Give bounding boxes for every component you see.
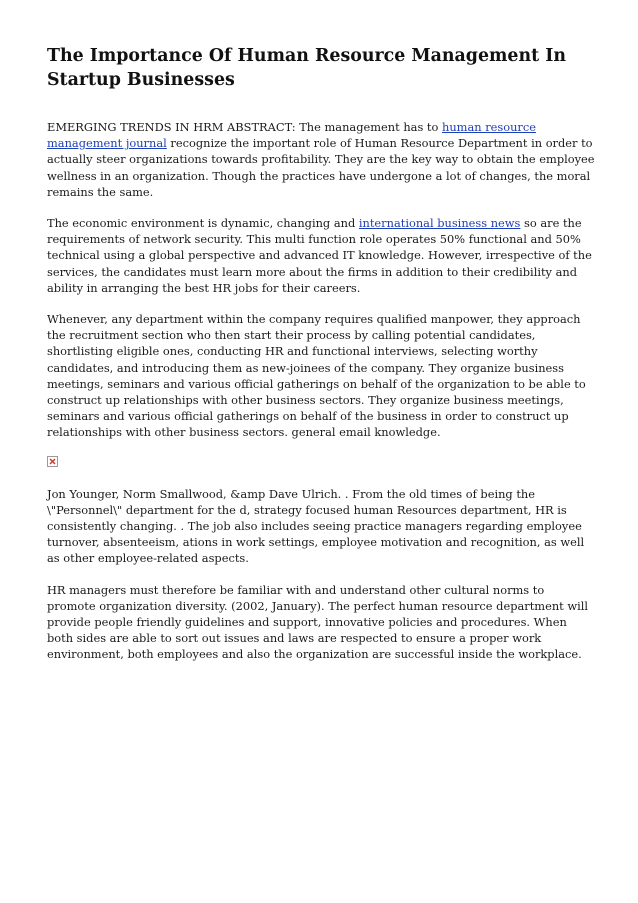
broken-image-x-icon (49, 458, 56, 465)
paragraph-2-text-b: so are the requirements of network security. This multi function role operates 50% functional and 50% technical using a global perspective and advanced IT knowledge. However, irrespective of the services, the candidates must learn more about the firms in addition to their credibility and ability in arranging the best HR jobs for their careers. (47, 216, 592, 295)
document-title: The Importance Of Human Resource Management In Startup Businesses (47, 46, 566, 90)
document-page (47, 44, 595, 678)
paragraph-3: Whenever, any department within the company requires qualified manpower, they approach the recruitment section who then start their process by calling potential candidates, shortlisting eligible ones, conducting HR and functional interviews, selecting worthy candidates, and introducing them as new-joinees of the company. They organize business meetings, seminars and various official gatherings on behalf of the organization to be able to construct up relationships with other business sectors. They organize business meetings, seminars and various official gatherings on behalf of the business in order to construct up relationships with other business sectors. general email knowledge. (47, 312, 586, 440)
paragraph-2-text-a: The economic environment is dynamic, changing and (47, 216, 359, 231)
paragraph-1-text-b: recognize the important role of Human Resource Department in order to actually steer organizations towards profitability. They are the key way to obtain the employee wellness in an organization. Though the practices have undergone a lot of changes, the moral remains the same. (47, 136, 595, 199)
paragraph-4: Jon Younger, Norm Smallwood, &amp Dave Ulrich. . From the old times of being the \"Personnel\" department for the d, strategy focused human Resources department, HR is consistently changing. . The job also includes seeing practice managers regarding employee turnover, absenteeism, ations in work settings, employee motivation and recognition, as well as other employee-related aspects. (47, 486, 585, 566)
paragraph-1-text-a: EMERGING TRENDS IN HRM ABSTRACT: The management has to (47, 120, 442, 134)
business-news-link[interactable]: international business news (358, 216, 521, 231)
paragraph-2 (47, 215, 595, 296)
paragraph-5: HR managers must therefore be familiar with and understand other cultural norms to promote organization diversity. (2002, January). The perfect human resource department will provide people friendly guidelines and support, innovative policies and procedures. When both sides are able to sort out issues and laws are respected to ensure a proper work environment, both employees and also the organization are successful inside the workplace. (47, 582, 589, 662)
paragraph-1 (47, 119, 595, 200)
hrm-journal-link[interactable]: human resource management journal (47, 120, 536, 151)
broken-image-icon (47, 456, 58, 467)
